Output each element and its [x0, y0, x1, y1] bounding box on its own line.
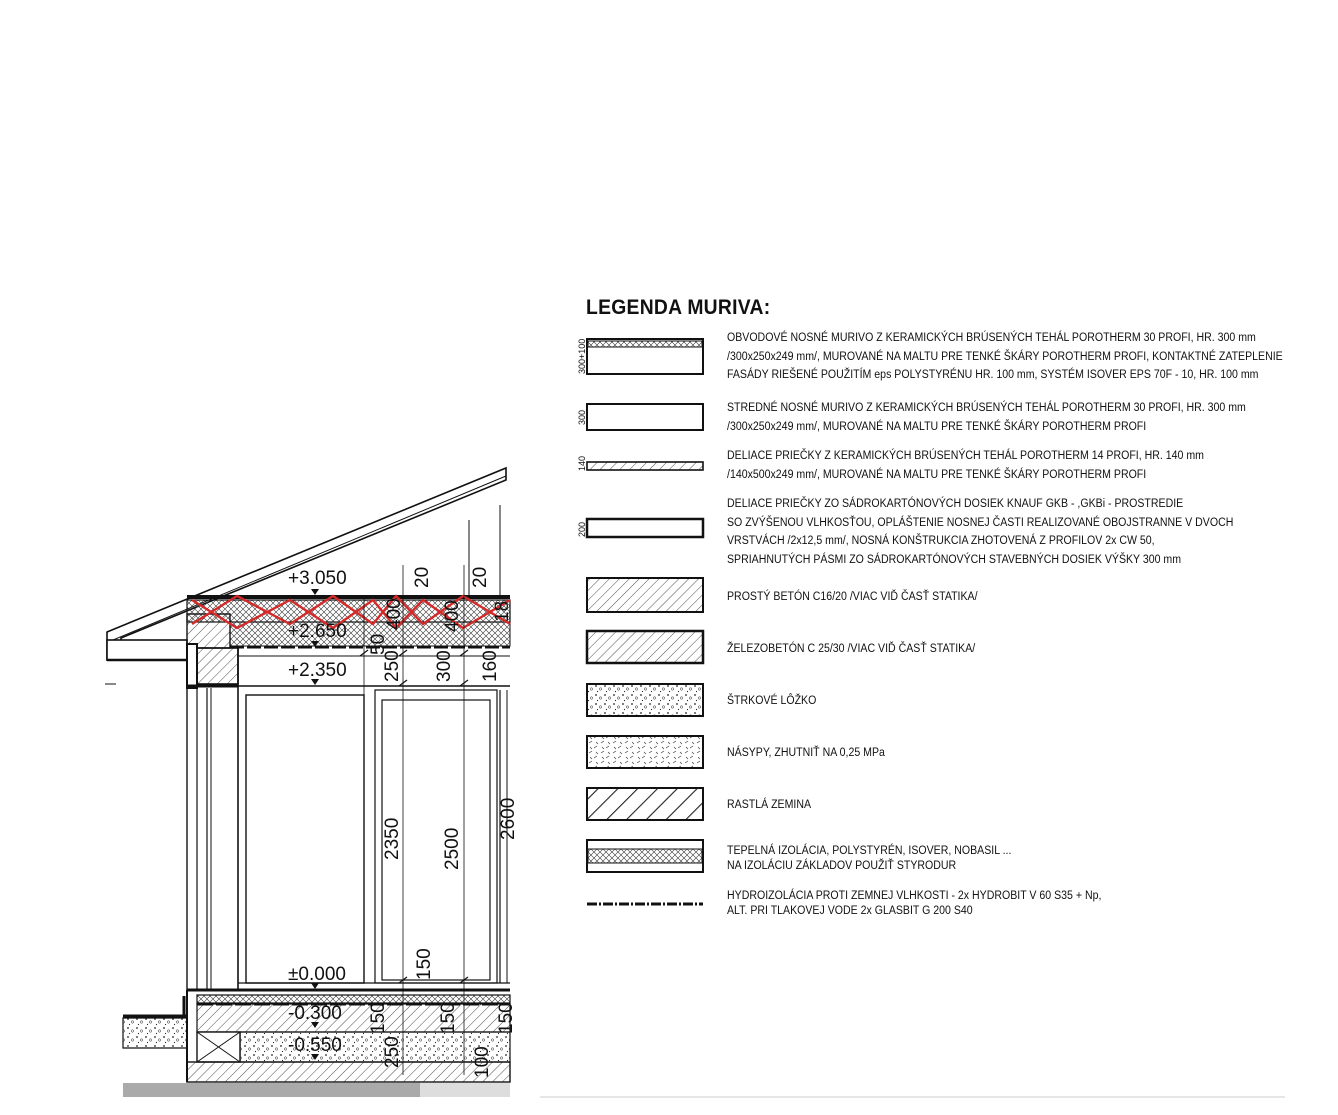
foundation	[187, 1062, 510, 1082]
swatch-partition-brick	[587, 462, 703, 470]
legend-line: VRSTVÁCH /2x12,5 mm/, NOSNÁ KONŠTRUKCIA ZHOTOVENÁ Z PROFILOV 2x CW 50,	[727, 533, 1155, 547]
dim-2500: 2500	[442, 827, 463, 870]
dim-150-b: 150	[368, 1002, 389, 1034]
legend-text-reinforced-concrete	[727, 639, 975, 658]
legend-line: DELIACE PRIEČKY ZO SÁDROKARTÓNOVÝCH DOSIEK KNAUF GKB - ,GKBi - PROSTREDIE	[727, 496, 1184, 510]
legend-swatches	[587, 339, 703, 904]
floor-insulation	[197, 995, 510, 1003]
legend-line: STREDNÉ NOSNÉ MURIVO Z KERAMICKÝCH BRÚSENÝCH TEHÁL POROTHERM 30 PROFI, HR. 300 mm	[727, 400, 1246, 414]
swatch-partition-drywall	[587, 519, 703, 537]
wall-section	[105, 468, 510, 1082]
legend-line: OBVODOVÉ NOSNÉ MURIVO Z KERAMICKÝCH BRÚSENÝCH TEHÁL POROTHERM 30 PROFI, HR. 300 mm	[727, 330, 1256, 344]
legend-line: ŽELEZOBETÓN C 25/30 /VIAC VIĎ ČASŤ STATIKA/	[727, 641, 976, 655]
legend-line: /140x500x249 mm/, MUROVANÉ NA MALTU PRE TENKÉ ŠKÁRY POROTHERM PROFI	[727, 466, 1147, 481]
dim-18: 18	[492, 600, 513, 622]
swatch-gravel-bed	[587, 684, 703, 716]
dim-label-exterior-wall: 300+100	[577, 338, 587, 374]
legend-text-partition-drywall	[727, 494, 1233, 568]
gravel-layer	[240, 1032, 510, 1062]
legend-text-partition-brick	[727, 446, 1204, 483]
legend-line: SPRIAHNUTÝCH PÁSMI ZO SÁDROKARTÓNOVÝCH STAVEBNÝCH DOSIEK VÝŠKY 300 mm	[727, 551, 1182, 566]
legend-line: /300x250x249 mm/, MUROVANÉ NA MALTU PRE TENKÉ ŠKÁRY POROTHERM PROFI	[727, 418, 1147, 433]
swatch-interior-wall	[587, 404, 703, 430]
dim-250-b: 250	[382, 1036, 403, 1068]
legend-line: FASÁDY RIEŠENÉ POUŽITÍM eps POLYSTYRÉNU HR. 100 mm, SYSTÉM ISOVER EPS 70F - 10, HR. 100 mm	[727, 367, 1259, 381]
level-roof-top: +3.050	[288, 568, 347, 589]
dim-20-a: 20	[412, 566, 433, 588]
dim-2600: 2600	[498, 797, 519, 840]
dim-300: 300	[434, 650, 455, 682]
dim-20-b: 20	[470, 566, 491, 588]
swatch-reinforced-concrete	[587, 631, 703, 663]
legend-text-native-soil	[727, 795, 811, 814]
level-floor: ±0.000	[288, 964, 346, 985]
dim-150-a: 150	[414, 948, 435, 980]
level-markers	[288, 568, 347, 1060]
level-lintel: +2.350	[288, 660, 347, 681]
dim-label-interior-wall: 300	[577, 409, 587, 425]
level-foundation: -0.550	[288, 1035, 342, 1056]
legend-line: NA IZOLÁCIU ZÁKLADOV POUŽIŤ STYRODUR	[727, 858, 957, 872]
dim-label-partition-brick: 140	[577, 455, 587, 471]
dim-label-partition-drywall: 200	[577, 521, 587, 537]
lintel	[196, 648, 238, 684]
legend-text-gravel-bed	[727, 691, 816, 710]
legend-line: RASTLÁ ZEMINA	[727, 797, 812, 811]
level-ceiling: +2.650	[288, 621, 347, 642]
terrain	[123, 1018, 187, 1048]
legend-line: TEPELNÁ IZOLÁCIA, POLYSTYRÉN, ISOVER, NOBASIL ...	[727, 843, 1012, 857]
swatch-exterior-wall	[587, 339, 703, 374]
swatch-fill	[587, 736, 703, 768]
legend-line: /300x250x249 mm/, MUROVANÉ NA MALTU PRE TENKÉ ŠKÁRY POROTHERM PROFI, KONTAKTNÉ ZATEPLENIE	[727, 348, 1283, 363]
swatch-thermal-insulation	[587, 840, 703, 872]
legend-line: PROSTÝ BETÓN C16/20 /VIAC VIĎ ČASŤ STATIKA/	[727, 589, 978, 603]
legend-text-interior-wall	[727, 398, 1246, 435]
sheet-frame-bar	[123, 1083, 420, 1097]
dim-50: 50	[368, 633, 389, 655]
legend-line: NÁSYPY, ZHUTNIŤ NA 0,25 MPa	[727, 745, 885, 759]
dim-2350: 2350	[382, 817, 403, 860]
floor-slab	[197, 1004, 510, 1032]
swatch-native-soil	[587, 788, 703, 820]
swatch-plain-concrete	[587, 578, 703, 612]
legend-title: LEGENDA MURIVA:	[586, 296, 771, 319]
legend-text-fill	[727, 743, 885, 762]
legend-text-plain-concrete	[727, 587, 978, 606]
dim-400-b: 400	[442, 600, 463, 632]
legend-line: HYDROIZOLÁCIA PROTI ZEMNEJ VLHKOSTI - 2x HYDROBIT V 60 S35 + Np,	[727, 888, 1102, 902]
dim-400: 400	[384, 598, 405, 630]
legend-text-waterproofing	[727, 888, 1101, 918]
legend-text-thermal-insulation	[727, 843, 1011, 873]
dim-150-c: 150	[438, 1002, 459, 1034]
legend-line: ŠTRKOVÉ LÔŽKO	[727, 693, 817, 707]
dim-100: 100	[472, 1046, 493, 1078]
legend-text-exterior-wall	[727, 328, 1283, 384]
level-terrain: -0.300	[288, 1003, 342, 1024]
dim-250-a: 250	[382, 650, 403, 682]
legend-line: DELIACE PRIEČKY Z KERAMICKÝCH BRÚSENÝCH TEHÁL POROTHERM 14 PROFI, HR. 140 mm	[727, 448, 1204, 462]
legend-line: SO ZVÝŠENOU VLHKOSŤOU, OPLÁŠTENIE NOSNEJ ČASTI REALIZOVANÉ OBOJSTRANNE V DVOCH	[727, 514, 1234, 529]
door-opening-1	[246, 695, 364, 983]
dim-160: 160	[480, 650, 501, 682]
legend-line: ALT. PRI TLAKOVEJ VODE 2x GLASBIT G 200 S40	[727, 903, 973, 917]
dim-150-d: 150	[496, 1002, 517, 1034]
